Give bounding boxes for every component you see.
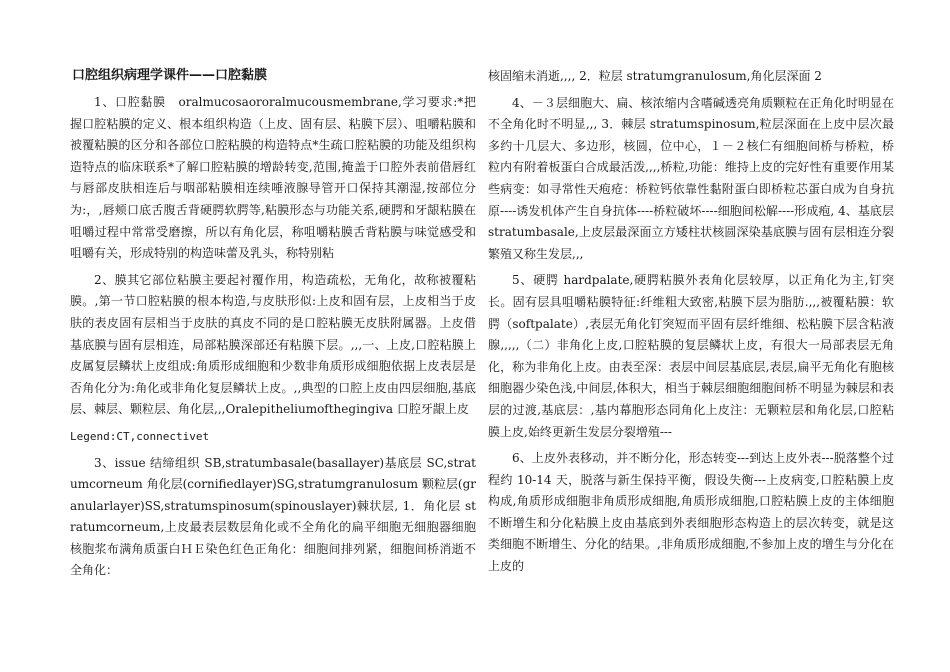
paragraph: 3、issue 结缔组织 SB,stratumbasale(basallayer)基底层 SC,stratumcorneum 角化层(cornifiedlayer)SG,stratumgranulosum 颗粒层(granularlayer)SS,stratumspinosum(spinouslayer)棘状层, 1．角化层 stratumcorneum,上皮最表层数层角化或不全角化的扁平细胞无细胞器细胞核胞浆布满角质蛋白ＨＥ染色红色正角化：细胞间排列紧，细胞间桥消逝不全角化： xyxy=(70,455,476,578)
legend-line: Legend:CT,connectivet xyxy=(70,429,210,443)
left-column xyxy=(70,0,476,582)
paragraph: 1、口腔黏膜 oralmucosaororalmucousmembrane,学习要求:*把握口腔粘膜的定义、根本组织构造（上皮、固有层、粘膜下层）、咀嚼粘膜和被覆粘膜的区分和各部位口腔粘膜的构造特点*生疏口腔粘膜的功能及组织构造特点的临床联系*了解口腔粘膜的增龄转变,范围,掩盖于口腔外表前借唇红与唇部皮肤相连后与咽部粘膜相连续唾液腺导管开口保持其潮湿,按部位分为:，,唇颊口底舌腹舌背硬腭软腭等,粘膜形态与功能关系,硬腭和牙龈粘膜在咀嚼过程中常常受磨擦，所以有角化层，称咀嚼粘膜舌背粘膜与味觉感受和咀嚼有关，形成特别的构造味蕾及乳头，称特别粘 xyxy=(70,95,476,261)
paragraph: 核固缩未消逝,,,, 2．粒层 stratumgranulosum,角化层深面 2 xyxy=(488,69,822,83)
right-column xyxy=(488,0,894,578)
paragraph: 4、－３层细胞大、扁、核浓缩内含嗜碱透亮角质颗粒在正角化时明显在不全角化时不明显,,, 3．棘层 stratumspinosum,粒层深面在上皮中层次最多约十几层大、多边形，核圆，位中心，１－２核仁有细胞间桥与桥粒，桥粒内有附着板蛋白合成最活泼,,,,桥粒,功能：维持上皮的完好性有重要作用某些病变：如寻常性天疱疮：桥粒钙依靠性黏附蛋白即桥粒芯蛋白成为自身抗原----诱发机体产生自身抗体----桥粒破坏----细胞间松解----形成疱, 4、基底层 stratumbasale,上皮层最深面立方矮柱状核圆深染基底膜与固有层相连分裂繁殖又称生发层,,, xyxy=(488,95,894,261)
paragraph: 6、上皮外表移动，并不断分化，形态转变---到达上皮外表---脱落整个过程约 10-14 天，脱落与新生保持平衡，假设失衡---上皮病变,口腔粘膜上皮构成,角质形成细胞非角质形成细胞,角质形成细胞,口腔粘膜上皮的主体细胞不断增生和分化粘膜上皮由基底到外表细胞形态构造上的层次转变，就是这类细胞不断增生、分化的结果。,非角质形成细胞,不参加上皮的增生与分化在上皮的 xyxy=(488,451,894,574)
document-title: 口腔组织病理学课件——口腔黏膜 xyxy=(72,68,268,83)
paragraph: 2、膜其它部位粘膜主要起衬覆作用，构造疏松，无角化，故称被覆粘膜。,第一节口腔粘膜的根本构造,与皮肤形似:上皮和固有层，上皮相当于皮肤的表皮固有层相当于皮肤的真皮不同的是口腔粘膜无皮肤附属器。上皮借基底膜与固有层相连，局部粘膜深部还有粘膜下层。,,,一、上皮,口腔粘膜上皮属复层鳞状上皮组成:角质形成细胞和少数非角质形成细胞依据上皮表层是否角化分为:角化或非角化复层鳞状上皮。,,典型的口腔上皮由四层细胞,基底层、棘层、颗粒层、角化层,,,Oralepitheliumofthegingiva 口腔牙龈上皮 xyxy=(70,272,476,417)
paragraph: 5、硬腭 hardpalate,硬腭粘膜外表角化层较厚，以正角化为主,钉突长。固有层具咀嚼粘膜特征:纤维粗大致密,粘膜下层为脂肪.,,,被覆粘膜：软腭（softpalate）,表层无角化钉突短而平固有层纤维细、松粘膜下层含粘液腺,,,,,（二）非角化上皮,口腔粘膜的复层鳞状上皮，有很大一局部表层无角化，称为非角化上皮。由表至深：表层中间层基底层,表层,扁平无角化有胞核细胞器少染色浅,中间层,体积大，相当于棘层细胞细胞间桥不明显为棘层和表层的过渡,基底层：,基内幕胞形态同角化上皮注：无颗粒层和角化层,口腔粘膜上皮,始终更新生发层分裂增殖--- xyxy=(488,273,894,439)
